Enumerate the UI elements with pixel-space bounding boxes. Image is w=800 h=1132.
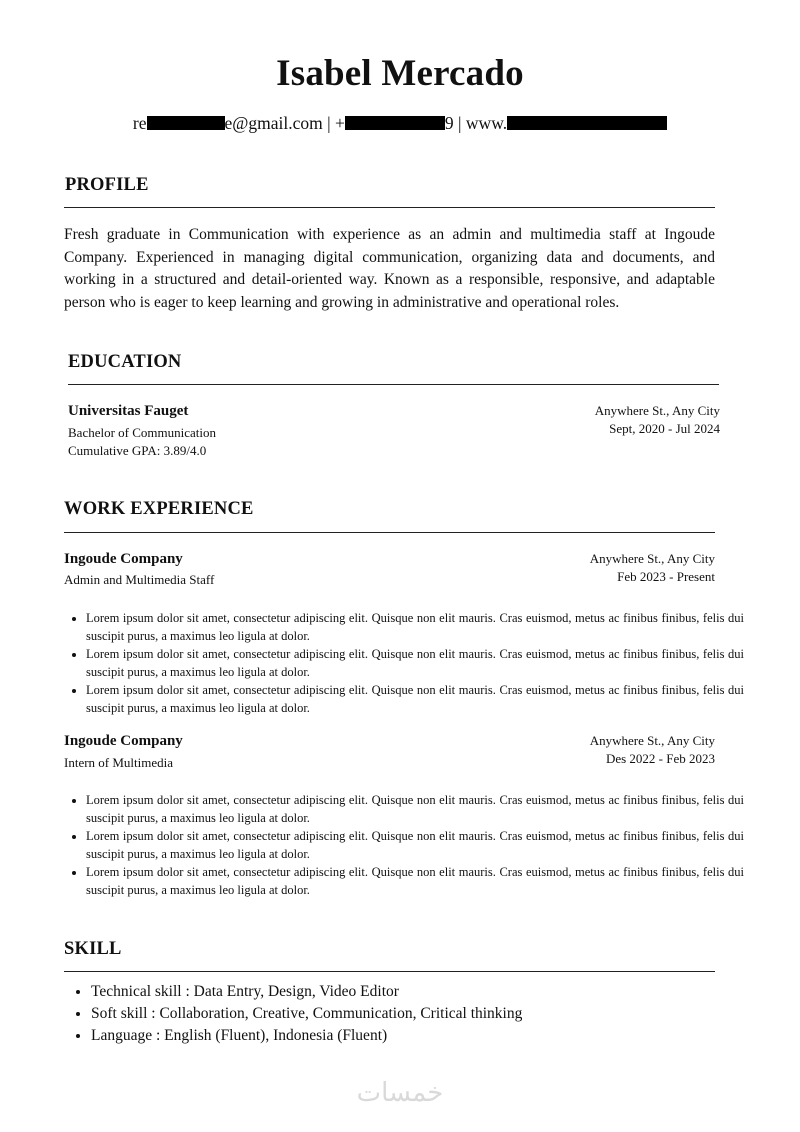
job-bullet: • Lorem ipsum dolor sit amet, consectetur adipiscing elit. Quisque non elit mauris. Cras euismod, metus ac finibus finibus, felis dui suscipit purus, a maximus leo ligula at dolor. — [86, 827, 744, 863]
skill-item: • Language : English (Fluent), Indonesia (Fluent) — [91, 1025, 522, 1047]
education-location: Anywhere St., Any City — [594, 403, 720, 418]
contact-separator: | — [322, 113, 336, 133]
profile-heading: PROFILE — [65, 175, 149, 195]
job-bullet: • Lorem ipsum dolor sit amet, consectetur adipiscing elit. Quisque non elit mauris. Cras euismod, metus ac finibus finibus, felis dui suscipit purus, a maximus leo ligula at dolor. — [86, 609, 744, 645]
job-bullet: • Lorem ipsum dolor sit amet, consectetur adipiscing elit. Quisque non elit mauris. Cras euismod, metus ac finibus finibus, felis dui suscipit purus, a maximus leo ligula at dolor. — [86, 791, 744, 827]
section-divider — [64, 207, 715, 208]
education-heading: EDUCATION — [68, 352, 182, 372]
job-role: Intern of Multimedia — [64, 755, 174, 770]
skill-heading: SKILL — [64, 939, 122, 959]
website-start: www. — [465, 113, 508, 133]
contact-line — [0, 113, 800, 134]
gpa: Cumulative GPA: 3.89/4.0 — [68, 443, 207, 458]
redaction-bar — [345, 116, 445, 130]
skill-list — [70, 981, 522, 1047]
school-name: Universitas Fauget — [68, 403, 189, 419]
section-divider — [64, 971, 715, 972]
job-bullet: • Lorem ipsum dolor sit amet, consectetur adipiscing elit. Quisque non elit mauris. Cras euismod, metus ac finibus finibus, felis dui suscipit purus, a maximus leo ligula at dolor. — [86, 645, 744, 681]
job-dates: Des 2022 - Feb 2023 — [605, 751, 715, 766]
profile-text: Fresh graduate in Communication with experience as an admin and multimedia staff at Ingoude Company. Experienced in managing digital communication, organizing data and documents, and working in a structured and detail-oriented way. Known as a responsible, responsive, and adaptable person who is eager to keep learning and growing in administrative and operational roles. — [64, 226, 715, 311]
degree: Bachelor of Communication — [68, 425, 217, 440]
skill-item: • Soft skill : Collaboration, Creative, Communication, Critical thinking — [91, 1003, 522, 1025]
redaction-bar — [147, 116, 225, 130]
email-start: re — [132, 113, 147, 133]
job-company: Ingoude Company — [64, 733, 183, 749]
job-role: Admin and Multimedia Staff — [64, 572, 215, 587]
redaction-bar — [507, 116, 667, 130]
work-heading: WORK EXPERIENCE — [64, 499, 254, 519]
section-divider — [64, 532, 715, 533]
job-dates: Feb 2023 - Present — [617, 569, 715, 584]
email-end: e@gmail.com — [224, 113, 323, 133]
section-divider — [68, 384, 719, 385]
job-location: Anywhere St., Any City — [589, 551, 715, 566]
job-location: Anywhere St., Any City — [589, 733, 715, 748]
job-bullet: • Lorem ipsum dolor sit amet, consectetur adipiscing elit. Quisque non elit mauris. Cras euismod, metus ac finibus finibus, felis dui suscipit purus, a maximus leo ligula at dolor. — [86, 863, 744, 899]
watermark: خمسات — [356, 1078, 444, 1108]
job-company: Ingoude Company — [64, 551, 183, 567]
job-bullet: • Lorem ipsum dolor sit amet, consectetur adipiscing elit. Quisque non elit mauris. Cras euismod, metus ac finibus finibus, felis dui suscipit purus, a maximus leo ligula at dolor. — [86, 681, 744, 717]
contact-separator: | — [453, 113, 466, 133]
phone-end: 9 — [444, 113, 454, 133]
skill-item: • Technical skill : Data Entry, Design, Video Editor — [91, 981, 522, 1003]
education-dates: Sept, 2020 - Jul 2024 — [609, 421, 720, 436]
job-bullets — [64, 609, 744, 717]
resume-name: Isabel Mercado — [276, 53, 524, 94]
job-bullets — [64, 791, 744, 899]
phone-start: + — [335, 113, 345, 133]
